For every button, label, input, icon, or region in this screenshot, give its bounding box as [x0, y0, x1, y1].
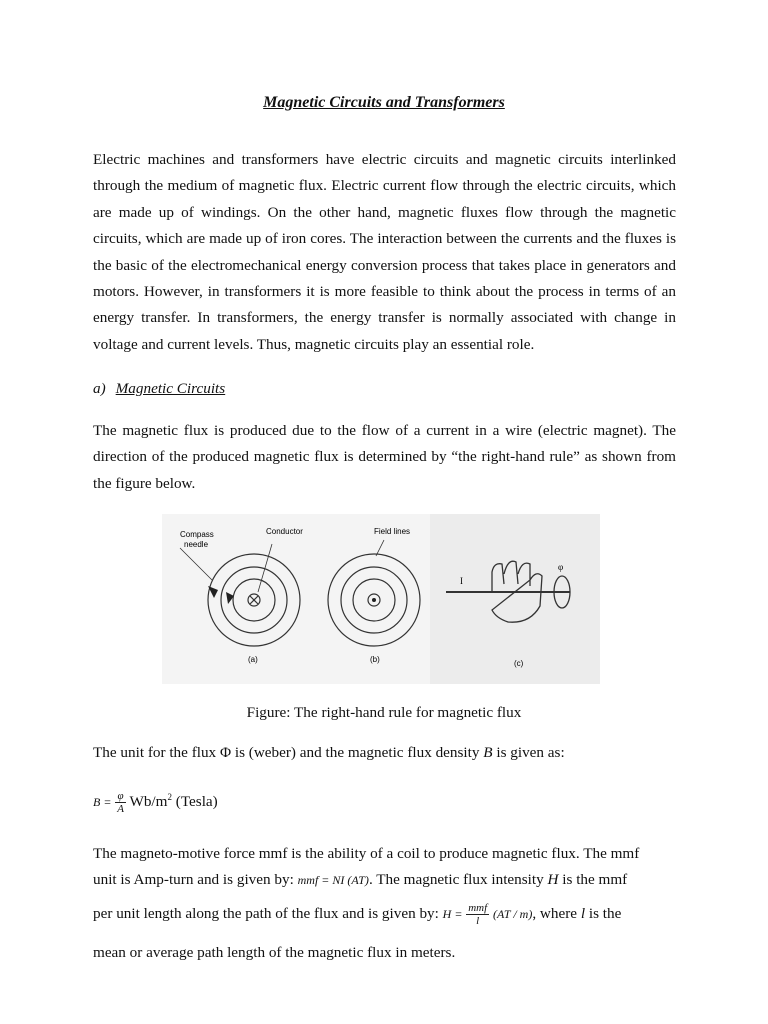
b-eq-den: A	[117, 803, 124, 815]
label-compass: Compass	[180, 530, 214, 539]
mmf-text-3b: , where	[532, 904, 581, 922]
intro-paragraph: Electric machines and transformers have electric circuits and magnetic circuits interlinked through the medium of magnetic flux. Electric current flow through the electric circuits, which are made up of windings. On the other hand, magnetic fluxes flow through the magnetic circuits, which are made up of iron cores. The interaction between the currents and the fluxes is the basic of the electromechanical energy conversion process that takes place in generators and motors. However, in transformers it is more feasible to think about the process in terms of an energy transfer. In transformers, the energy transfer is normally associated with change in voltage and current levels. Thus, magnetic circuits play an essential role.	[93, 151, 676, 353]
label-needle: needle	[184, 540, 209, 549]
label-conductor: Conductor	[266, 527, 303, 536]
l-symbol: l	[580, 904, 586, 922]
section-a-marker: a)	[93, 380, 106, 397]
b-eq-num: φ	[115, 790, 126, 803]
b-eq-sup: 2	[167, 791, 172, 802]
section-a-title: Magnetic Circuits	[115, 380, 226, 397]
page-title: Magnetic Circuits and Transformers	[263, 94, 505, 111]
h-eq-num: mmf	[468, 902, 488, 914]
b-equation	[93, 790, 218, 815]
mmf-text-2c: is the mmf	[558, 871, 628, 888]
h-eq-fraction	[466, 902, 489, 927]
flux-unit-line	[93, 744, 565, 762]
label-a: (a)	[248, 655, 258, 664]
h-eq-den: l	[476, 915, 480, 927]
figure-drawing	[162, 514, 600, 684]
label-phi: φ	[558, 562, 564, 572]
b-eq-unit: Wb/m	[129, 792, 168, 810]
label-I: I	[460, 576, 463, 586]
h-eq-lhs: H =	[442, 906, 463, 921]
figure-caption: Figure: The right-hand rule for magnetic flux	[246, 704, 522, 721]
label-b: (b)	[370, 655, 380, 664]
h-eq-unit: (AT / m)	[492, 906, 533, 921]
section-a-heading	[93, 380, 225, 398]
h-symbol: H	[547, 871, 559, 888]
mmf-line-3	[93, 902, 621, 927]
mmf-equation: mmf = NI (AT)	[297, 873, 369, 887]
mmf-text-2a: unit is Amp-turn and is given by:	[93, 871, 298, 888]
b-eq-lhs: B =	[93, 794, 112, 809]
label-fieldlines: Field lines	[374, 527, 411, 536]
mmf-text-3a: per unit length along the path of the flux and is given by:	[93, 904, 443, 922]
flux-density-symbol: B	[483, 744, 493, 761]
mmf-text-2b: . The magnetic flux intensity	[368, 871, 548, 888]
flux-unit-text-2: is given as:	[492, 744, 565, 761]
mmf-line-1: The magneto-motive force mmf is the ability of a coil to produce magnetic flux. The mmf	[93, 845, 640, 862]
mmf-line-4: mean or average path length of the magnetic flux in meters.	[93, 944, 456, 961]
flux-unit-text-1: The unit for the flux Φ is (weber) and the magnetic flux density	[93, 744, 484, 761]
flux-paragraph: The magnetic flux is produced due to the flow of a current in a wire (electric magnet). The direction of the produced magnetic flux is determined by “the right-hand rule” as shown from the figure below.	[93, 422, 676, 492]
b-eq-fraction	[115, 790, 126, 815]
b-eq-tesla: (Tesla)	[175, 792, 218, 810]
right-hand-rule-figure	[162, 514, 600, 684]
mmf-text-3c: is the	[585, 904, 622, 922]
label-c: (c)	[514, 659, 524, 668]
mmf-line-2	[93, 871, 627, 889]
